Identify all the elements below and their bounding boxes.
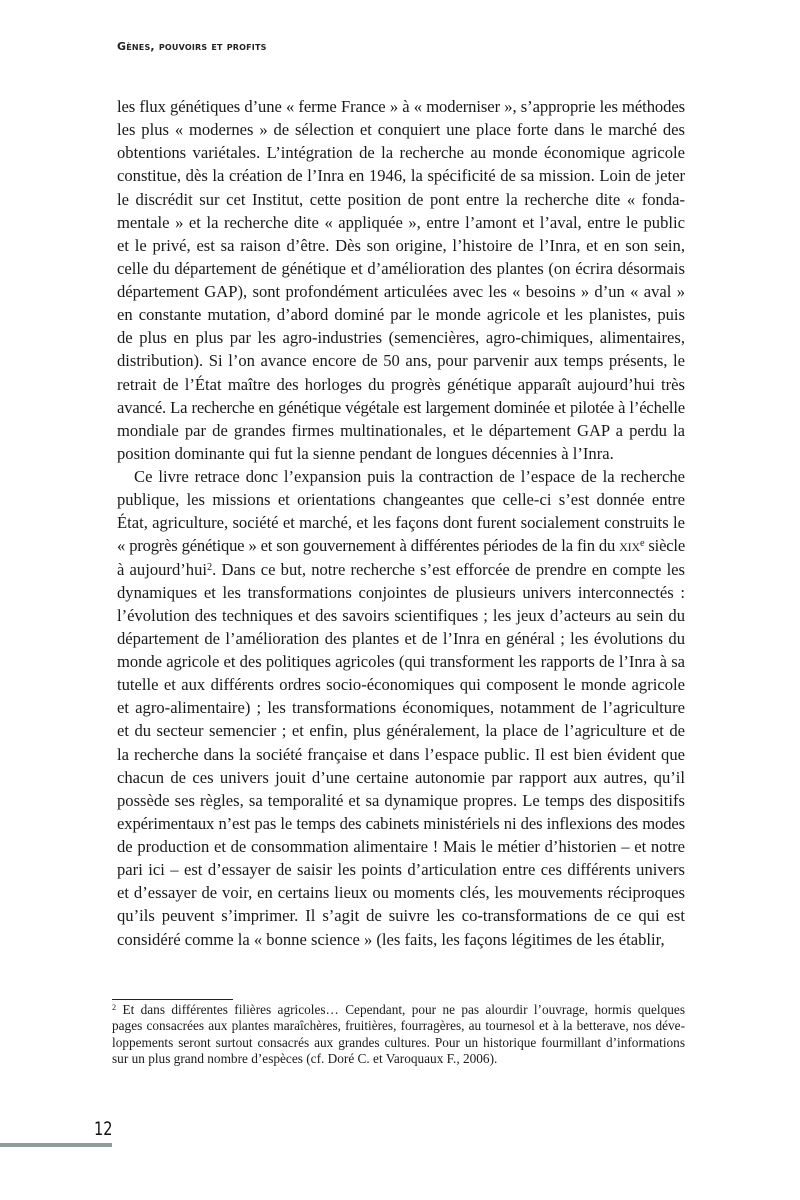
text-line [117, 766, 685, 789]
text-line [117, 326, 685, 349]
text-segment: et agro-alimentaire) ; les transformations économiques, notamment de l’agriculture [117, 698, 685, 718]
text-line [117, 581, 685, 604]
text-segment: celle du département de génétique et d’amélioration des plantes (on écrira désormais [117, 258, 685, 278]
text-line [117, 534, 685, 557]
text-line [117, 95, 685, 118]
text-line [117, 812, 685, 835]
running-head: Gènes, pouvoirs et profits [117, 40, 267, 53]
text-line [117, 349, 685, 372]
text-segment: à aujourd’hui [117, 559, 207, 579]
text-segment: considéré comme la « bonne science » (les faits, les façons légitimes de les établir, [117, 929, 665, 949]
text-line [117, 188, 685, 211]
text-line [117, 211, 685, 234]
text-segment: « progrès génétique » et son gouvernement à différentes périodes de la fin du [117, 536, 620, 556]
text-segment: avancé. La recherche en génétique végétale est largement dominée et pilotée à l’échelle [117, 397, 685, 417]
text-segment: constitue, dès la création de l’Inra en 1946, la spécificité de sa mission. Loin de jeter [117, 166, 685, 186]
text-segment: position dominante qui fut la sienne pendant de longues décennies à l’Inra. [117, 443, 614, 463]
text-line [117, 604, 685, 627]
text-line [117, 673, 685, 696]
text-segment: expérimentaux n’est pas le temps des cabinets ministériels ni des inflexions des modes [117, 813, 685, 833]
text-segment: Et dans différentes filières agricoles… Cependant, pour ne pas alourdir l’ouvrage, hormis quelques [116, 1002, 685, 1017]
text-segment: distribution). Si l’on avance encore de 50 ans, pour parvenir aux temps présents, le [117, 351, 685, 371]
text-segment: pages consacrées aux plantes maraîchères, fruitières, fourragères, au tournesol et à la betterave, nos déve- [112, 1018, 685, 1034]
text-segment: mentale » et la recherche dite « appliquée », entre l’amont et l’aval, entre le public [117, 212, 685, 232]
text-line [117, 696, 685, 719]
footnote [112, 998, 685, 1068]
text-line [117, 465, 685, 488]
text-line [117, 373, 685, 396]
text-line [117, 280, 685, 303]
text-segment: les plus « modernes » de sélection et conquiert une place forte dans le marché des [117, 120, 685, 140]
footnote-line [112, 1035, 685, 1051]
text-line [117, 719, 685, 742]
text-line [117, 442, 685, 465]
superscript: 2 [206, 561, 213, 573]
text-segment: pari ici – est d’essayer de saisir les points d’articulation entre ces différents univers [117, 860, 685, 880]
text-segment: dynamiques et les transformations conjointes de plusieurs univers interconnectés : [117, 582, 685, 602]
text-segment: obtentions variétales. L’intégration de la recherche au monde économique agricole [117, 143, 685, 163]
text-line [117, 881, 685, 904]
text-segment: le discrédit sur cet Institut, cette position de pont entre la recherche dite « fonda- [117, 189, 685, 209]
text-segment: les flux génétiques d’une « ferme France » à « moderniser », s’approprie les méthodes [117, 97, 685, 116]
text-line [117, 164, 685, 187]
text-segment: monde agricole et des politiques agricoles (qui transforment les rapports de l’Inra à sa [117, 652, 685, 671]
text-line [117, 904, 685, 927]
text-line [117, 419, 685, 442]
text-line [117, 558, 685, 581]
text-line [117, 141, 685, 164]
text-line [117, 488, 685, 511]
superscript: 2 [112, 1002, 117, 1012]
text-line [117, 650, 685, 673]
text-line [117, 396, 685, 419]
text-line [117, 835, 685, 858]
footnote-line [112, 1002, 685, 1018]
text-segment: loppements seront surtout consacrés aux grandes cultures. Pour un historique fourmillant d’informations [112, 1034, 685, 1050]
text-line [117, 743, 685, 766]
footnote-line [112, 1018, 685, 1034]
text-line [117, 858, 685, 881]
page-number-bar [0, 1143, 112, 1147]
text-segment: . Dans ce but, notre recherche s’est efforcée de prendre en compte les [212, 559, 686, 579]
text-segment: sur un plus grand nombre d’espèces (cf. Doré C. et Varoquaux F., 2006). [112, 1051, 498, 1067]
text-line [117, 118, 685, 141]
text-segment: l’évolution des techniques et des savoirs scientifiques ; les jeux d’acteurs au sein du [117, 605, 685, 625]
superscript: e [639, 538, 645, 550]
text-segment: Ce livre retrace donc l’expansion puis la contraction de l’espace de la recherche [134, 467, 685, 486]
text-segment: possède ses règles, sa temporalité et sa dynamique propres. Le temps des dispositifs [117, 790, 685, 810]
text-segment: département de l’amélioration des plantes et de l’Inra en général ; les évolutions du [117, 628, 685, 648]
text-line [117, 303, 685, 326]
text-segment: retrait de l’État maître des horloges du progrès génétique apparaît aujourd’hui très [117, 374, 685, 394]
text-line [117, 789, 685, 812]
text-line [117, 627, 685, 650]
text-segment: mondiale par de grandes firmes multinationales, et le département GAP a perdu la [117, 420, 685, 440]
text-line [117, 257, 685, 280]
text-segment: la recherche dans la société française et dans l’espace public. Il est bien évident que [117, 744, 685, 764]
text-line [117, 928, 685, 951]
text-line [117, 234, 685, 257]
text-segment: siècle [644, 536, 685, 556]
text-segment: chacun de ces univers jouit d’une certaine autonomie par rapport aux autres, qu’il [117, 767, 685, 787]
text-segment: État, agriculture, société et marché, et les façons dont furent socialement construits le [117, 513, 685, 533]
text-segment: publique, les missions et orientations changeantes que celle-ci s’est donnée entre [117, 490, 685, 510]
text-segment: de production et de consommation alimentaire ! Mais le métier d’historien – et notre [117, 837, 685, 856]
text-segment: département GAP), sont profondément articulées avec les « besoins » d’un « aval » [117, 282, 685, 301]
text-segment: en constante mutation, d’abord dominé par le monde agricole et les planistes, puis [117, 305, 685, 325]
text-line [117, 511, 685, 534]
text-segment: xix [619, 536, 640, 556]
page-number: 12 [94, 1118, 113, 1140]
text-segment: et le privé, est sa raison d’être. Dès son origine, l’histoire de l’Inra, et en son sein, [117, 235, 685, 255]
text-segment: et du secteur semencier ; et enfin, plus généralement, la place de l’agriculture et de [117, 721, 685, 741]
text-segment: et d’essayer de voir, en certains lieux ou moments clés, les mouvements réciproques [117, 883, 685, 903]
text-segment: tutelle et aux différents ordres socio-économiques qui composent le monde agricole [117, 675, 685, 695]
text-segment: qu’ils peuvent s’imprimer. Il s’agit de suivre les co-transformations de ce qui est [117, 906, 685, 926]
footnote-line [112, 1051, 685, 1067]
body-text [117, 95, 685, 951]
text-segment: de plus en plus par les agro-industries (semencières, agro-chimiques, alimentaires, [117, 328, 685, 348]
